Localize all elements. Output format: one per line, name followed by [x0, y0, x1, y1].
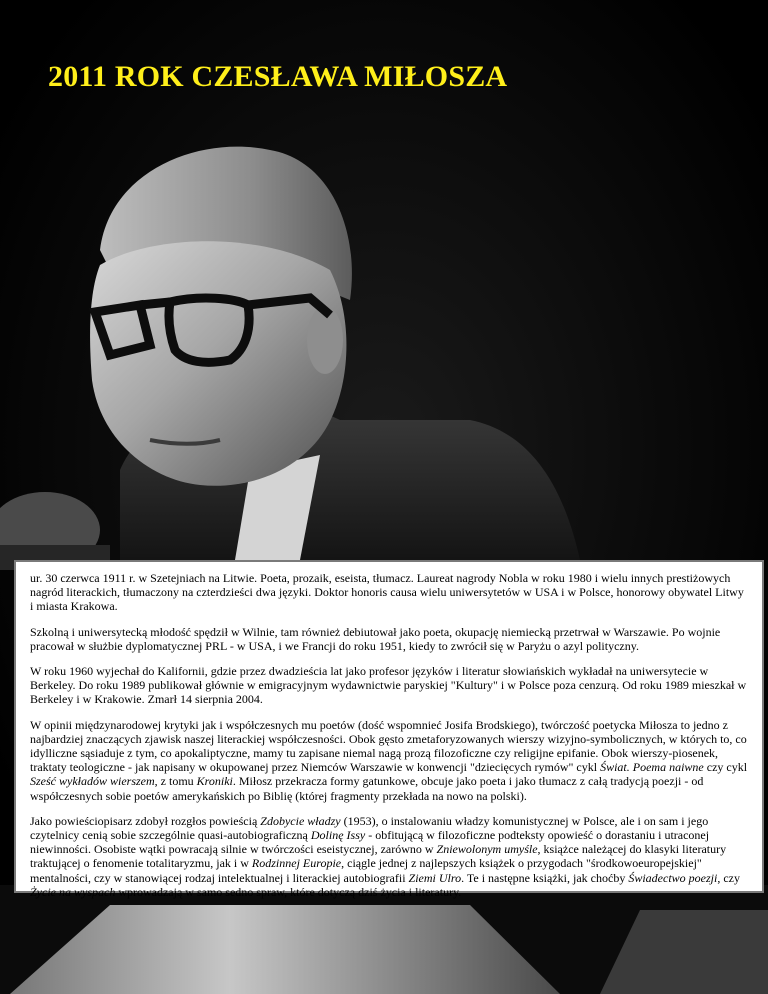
- bio-paragraph-1: ur. 30 czerwca 1911 r. w Szetejniach na Litwie. Poeta, prozaik, eseista, tłumacz. Laureat nagrody Nobla w roku 1980 i wielu innych prestiżowych nagród literackich, tłumaczony na czterdzieści dwa języki. Doktor honoris causa wielu uniwersytetów w USA i w Polsce, honorowy obywatel Litwy i miasta Krakowa.: [30, 571, 744, 614]
- bio-text: (1953), o instalowaniu władzy komunistycznej w Polsce, ale i on sam i jego czytelnicy cenią sobie szczególnie quasi-autobiograficzną: [30, 813, 709, 843]
- biography-box: [14, 560, 764, 899]
- bio-text: . Te i następne książki, jak choćby: [461, 870, 629, 885]
- book-title: Zniewolonym umyśle: [436, 842, 538, 857]
- bio-text: , z tomu: [154, 774, 197, 789]
- bio-paragraph-4: [30, 718, 748, 803]
- book-title: Ziemi Ulro: [408, 870, 462, 885]
- book-title: Rodzinnej Europie: [251, 856, 342, 871]
- bio-text: wprowadzają w samo sedno spraw, które dotyczą dziś życia i literatury.: [115, 884, 462, 899]
- bio-text: Jako powieściopisarz zdobył rozgłos powieścią: [30, 813, 261, 828]
- book-title: Sześć wykładów wierszem: [30, 774, 155, 789]
- book-title: Zdobycie władzy: [260, 813, 341, 828]
- bio-paragraph-2: Szkolną i uniwersytecką młodość spędził w Wilnie, tam również debiutował jako poeta, okupację niemiecką przetrwał w Warszawie. Po wojnie pracował w służbie dyplomatycznej PRL - w USA, i we Francji do roku 1951, kiedy to zwrócił się w Paryżu o azyl polityczny.: [30, 624, 721, 653]
- page-title: 2011 ROK CZESŁAWA MIŁOSZA: [48, 60, 508, 93]
- book-title: Życie na wyspach: [30, 884, 116, 899]
- book-title: Kroniki: [196, 774, 233, 789]
- bio-text: , książce należącej do klasyki literatury traktującej o fenomenie totalitaryzmu, jak i w: [30, 842, 727, 871]
- bio-paragraph-3: W roku 1960 wyjechał do Kalifornii, gdzie przez dwadzieścia lat jako profesor języków i literatur słowiańskich wykładał na uniwersytecie w Berkeley. Do roku 1989 publikował głównie w emigracyjnym wydawnictwie paryskiej "Kultury" i w Polsce poza cenzurą. Od roku 1989 mieszkał w Berkeley i w Krakowie. Zmarł 14 sierpnia 2004.: [30, 664, 747, 707]
- book-title: Świadectwo poezji: [628, 870, 718, 885]
- bio-paragraph-5: [30, 814, 748, 899]
- book-title: Dolinę Issy: [310, 828, 366, 843]
- bio-text: W opinii międzynarodowej krytyki jak i współczesnych mu poetów (dość wspomnieć Josifa Brodskiego), twórczość poetycka Miłosza to jedno z najbardziej znaczących zjawisk naszej literackiej współczesności. Obok gęsto zmetaforyzowanych wierszy wizyjno-symbolicznych, w których to, co idylliczne sąsiaduje z tym, co apokaliptyczne, mamy tu zapisane niemal nagą prozą filozoficzne czy religijne epifanie. Obok wierszy-piosenek, traktaty teologiczne - jak napisany w okupowanej przez Niemców Warszawie w konwencji "dziecięcych rymów" cykl: [30, 717, 747, 775]
- bio-text: , czy: [717, 870, 740, 885]
- bio-text: - obfitującą w filozoficzne podteksty opowieść o dorastaniu i utraconej niewinności. Osobiste wątki powracają silnie w twórczości eseistycznej, zarówno w: [30, 828, 710, 857]
- bio-text: , ciągle jednej z najlepszych książek o przygodach "środkowoeuropejskiej" mentalności, czy w stanowiącej rodzaj intelektualnej i literackiej autobiografii: [30, 856, 702, 885]
- bio-text: . Miłosz przekracza formy gatunkowe, obcuje jako poeta i jako tłumacz z całą tradycją poezji - od współczesnych sobie poetów amerykańskich po Biblię (której fragmenty przekłada na nowo na polski).: [30, 774, 704, 803]
- book-title: Świat. Poema naiwne: [600, 760, 704, 775]
- bio-text: czy cykl: [703, 760, 748, 775]
